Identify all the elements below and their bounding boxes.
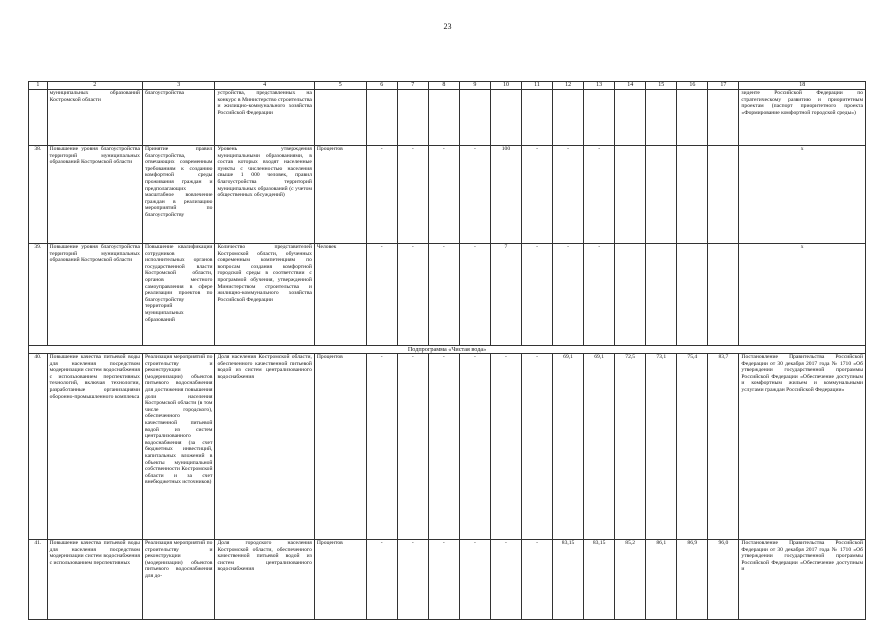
header-cell: 16 (677, 82, 708, 90)
value-cell: - (459, 146, 490, 244)
value-cell: - (428, 244, 459, 346)
value-cell (615, 90, 646, 146)
value-cell: 7 (490, 244, 521, 346)
value-cell (677, 146, 708, 244)
value-cell: 86,1 (646, 540, 677, 620)
unit-text: Процентов (314, 354, 366, 540)
value-cell: - (584, 244, 615, 346)
value-cell (677, 244, 708, 346)
unit-text (314, 90, 366, 146)
value-cell: - (553, 146, 584, 244)
table-row (29, 146, 866, 244)
table-row (29, 540, 866, 620)
value-cell: 96,0 (708, 540, 739, 620)
basis-text: Постановление Правительства Российской Федерации от 30 декабря 2017 года № 1710 «Об утверждении государственной программы Российской Федерации «Обеспечение доступным и (739, 540, 866, 620)
header-cell: 11 (521, 82, 552, 90)
measure-text: Принятие правил благоустройства, отвечающих современным требованиям к созданию комфортной среды проживания граждан и предполагающих масштабное вовлечение граждан в реализацию мероприятий по благоустройству (142, 146, 215, 244)
header-cell: 18 (739, 82, 866, 90)
value-cell: - (521, 146, 552, 244)
value-cell: - (428, 540, 459, 620)
value-cell: - (366, 540, 397, 620)
value-cell: - (397, 244, 428, 346)
indicators-table (28, 81, 866, 620)
value-cell (366, 90, 397, 146)
indicator-text: Доля населения Костромской области, обеспеченного качественной питьевой водой из систем централизованного водоснабжения (215, 354, 314, 540)
header-cell: 4 (215, 82, 314, 90)
measure-text: Реализация мероприятий по строительству и реконструкции (модернизации) объектов питьевого водоснабжения для достижения повышения доли населения Костромской области (в том числе городского), обеспеченного качественной питьевой водой из систем централизованного водоснабжения (за счет бюджетных инвестиций, капитальных вложений в объекты муниципальной собственности Костромской области и за счет внебюджетных источников) (142, 354, 215, 540)
measure-text: Повышение квалификации сотрудников исполнительных органов государственной власти Костромской области, органов местного самоуправления в сфере реализации проектов по благоустройству территорий муниципальных образований (142, 244, 215, 346)
value-cell (428, 90, 459, 146)
value-cell (677, 90, 708, 146)
indicator-text: Количество представителей Костромской области, обученных современным компетенциям по вопросам создания комфортной городской среды в соответствии с программой обучения, утвержденной Министерством строительства и жилищно-коммунального хозяйства Российской Федерации (215, 244, 314, 346)
value-cell: - (490, 354, 521, 540)
value-cell (615, 244, 646, 346)
header-cell: 3 (142, 82, 215, 90)
indicator-text: Доля городского населения Костромской области, обеспеченного качественной питьевой водой из систем централизованного водоснабжения (215, 540, 314, 620)
value-cell: - (397, 146, 428, 244)
header-cell: 5 (314, 82, 366, 90)
value-cell: - (459, 354, 490, 540)
unit-text: Человек (314, 244, 366, 346)
row-number (29, 90, 48, 146)
value-cell (397, 90, 428, 146)
goal-text: муниципальных образований Костромской области (47, 90, 142, 146)
row-number: 41. (29, 540, 48, 620)
value-cell: 86,9 (677, 540, 708, 620)
value-cell (708, 244, 739, 346)
unit-text: Процентов (314, 146, 366, 244)
value-cell: - (397, 354, 428, 540)
basis-text: зиденте Российской Федерации по стратегическому развитию и приоритетным проектам (паспорт приоритетного проекта «Формирование комфортной городской среды») (739, 90, 866, 146)
basis-text: х (739, 244, 866, 346)
value-cell: 72,5 (615, 354, 646, 540)
value-cell (646, 90, 677, 146)
indicator-text: устройства, представленных на конкурс в Министерство строительства и жилищно-коммунального хозяйства Российской Федерации (215, 90, 314, 146)
value-cell: - (521, 354, 552, 540)
value-cell: - (490, 540, 521, 620)
value-cell: 83,15 (553, 540, 584, 620)
header-cell: 7 (397, 82, 428, 90)
subprogram-row (29, 346, 866, 354)
row-number: 39. (29, 244, 48, 346)
value-cell: - (521, 244, 552, 346)
basis-text: х (739, 146, 866, 244)
header-cell: 12 (553, 82, 584, 90)
unit-text: Процентов (314, 540, 366, 620)
value-cell (490, 90, 521, 146)
header-cell: 1 (29, 82, 48, 90)
goal-text: Повышение уровня благоустройства территорий муниципальных образований Костромской области (47, 244, 142, 346)
measure-text: Реализация мероприятий по строительству и реконструкции (модернизации) объектов питьевого водоснабжения для до- (142, 540, 215, 620)
header-cell: 9 (459, 82, 490, 90)
value-cell: - (366, 244, 397, 346)
value-cell: - (584, 146, 615, 244)
indicator-text: Уровень утверждения муниципальными образованиями, в состав которых входят населенные пункты с численностью населения свыше 1 000 человек, правил благоустройства территорий муниципальных образований (с учетом общественных обсуждений) (215, 146, 314, 244)
value-cell: 69,1 (553, 354, 584, 540)
measure-text: благоустройства (142, 90, 215, 146)
value-cell: - (459, 244, 490, 346)
header-cell: 8 (428, 82, 459, 90)
value-cell: - (428, 354, 459, 540)
header-cell: 17 (708, 82, 739, 90)
row-number: 40. (29, 354, 48, 540)
value-cell: - (553, 244, 584, 346)
header-row (29, 82, 866, 90)
value-cell: - (521, 540, 552, 620)
goal-text: Повышение качества питьевой воды для населения посредством модернизации систем водоснабжения с использованием перспективных технологий, включая технологии, разработанные организациями оборонно-промышленного комплекса (47, 354, 142, 540)
value-cell: - (459, 540, 490, 620)
value-cell (708, 90, 739, 146)
value-cell: - (366, 146, 397, 244)
header-cell: 15 (646, 82, 677, 90)
value-cell: 100 (490, 146, 521, 244)
subprogram-title: Подпрограмма «Чистая вода» (29, 346, 866, 354)
page-number: 23 (443, 22, 452, 31)
header-cell: 2 (47, 82, 142, 90)
table-row (29, 354, 866, 540)
value-cell (646, 244, 677, 346)
value-cell: 69,1 (584, 354, 615, 540)
header-cell: 6 (366, 82, 397, 90)
header-cell: 13 (584, 82, 615, 90)
table-row (29, 244, 866, 346)
value-cell: - (366, 354, 397, 540)
value-cell (708, 146, 739, 244)
header-cell: 10 (490, 82, 521, 90)
value-cell: 83,15 (584, 540, 615, 620)
value-cell (459, 90, 490, 146)
value-cell (521, 90, 552, 146)
value-cell: - (428, 146, 459, 244)
goal-text: Повышение уровня благоустройства территорий муниципальных образований Костромской области (47, 146, 142, 244)
value-cell: 83,7 (708, 354, 739, 540)
header-cell: 14 (615, 82, 646, 90)
value-cell (646, 146, 677, 244)
value-cell: 75,4 (677, 354, 708, 540)
value-cell: 73,1 (646, 354, 677, 540)
table-row (29, 90, 866, 146)
goal-text: Повышение качества питьевой воды для населения посредством модернизации систем водоснабжения с использованием перспективных (47, 540, 142, 620)
basis-text: Постановление Правительства Российской Федерации от 30 декабря 2017 года № 1710 «Об утверждении государственной программы Российской Федерации «Обеспечение доступным и комфортным жильем и коммунальными услугами граждан Российской Федерации» (739, 354, 866, 540)
value-cell (584, 90, 615, 146)
value-cell: - (397, 540, 428, 620)
value-cell (553, 90, 584, 146)
value-cell (615, 146, 646, 244)
row-number: 38. (29, 146, 48, 244)
value-cell: 85,2 (615, 540, 646, 620)
